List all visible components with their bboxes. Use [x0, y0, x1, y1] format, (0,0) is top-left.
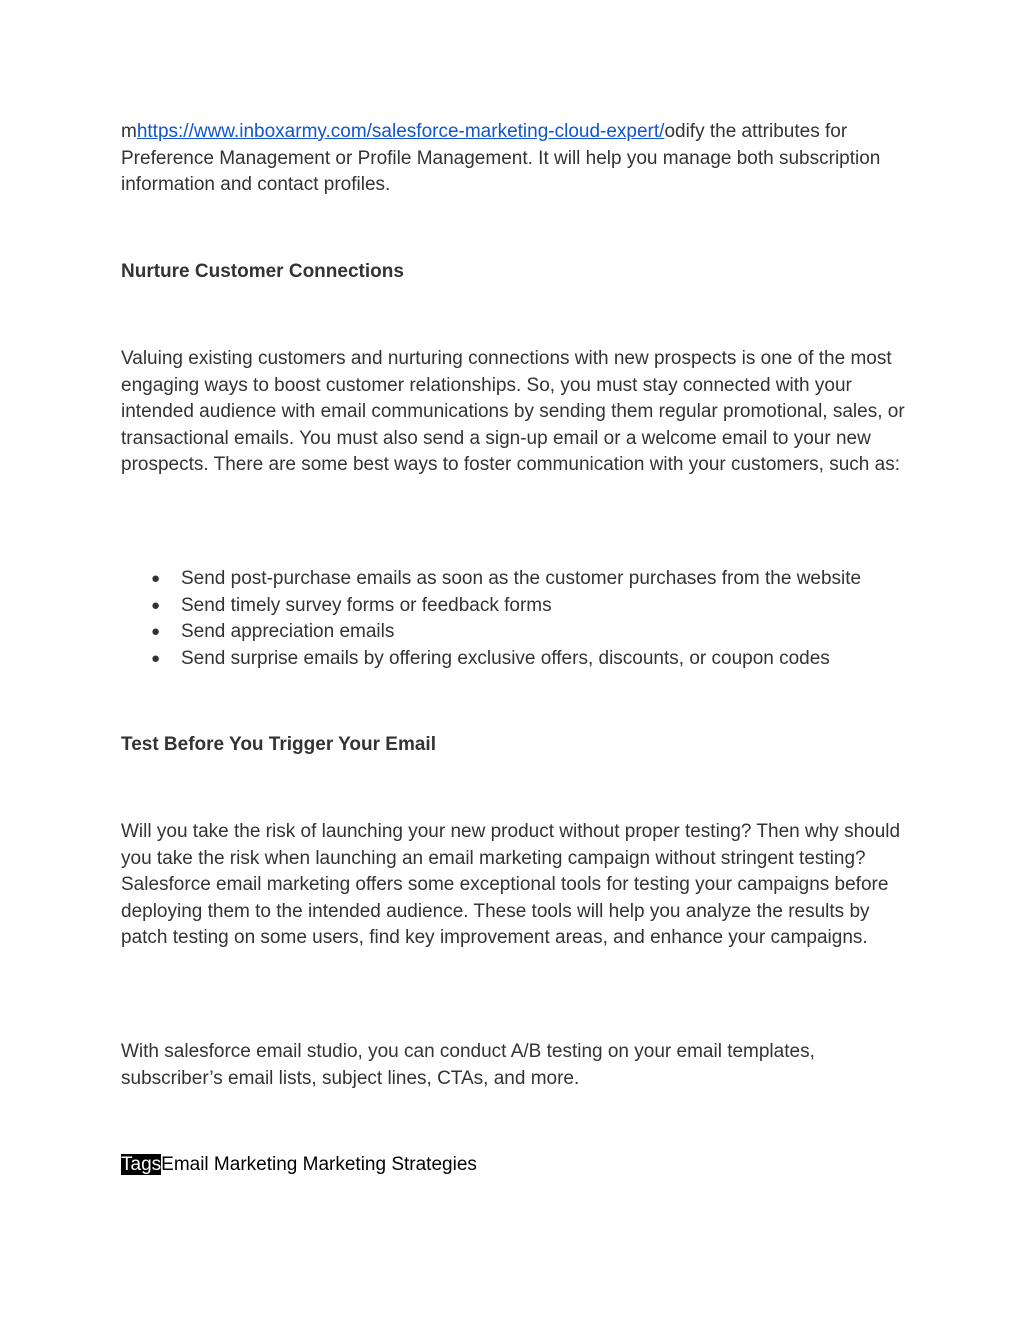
- list-item: [121, 646, 921, 673]
- bullet-icon: ●: [151, 570, 161, 587]
- inboxarmy-link[interactable]: https://www.inboxarmy.com/salesforce-marketing-cloud-expert/: [136, 121, 665, 142]
- list-item-text: Send appreciation emails: [181, 621, 395, 643]
- list-item-text: Send surprise emails by offering exclusive offers, discounts, or coupon codes: [181, 647, 830, 669]
- tags-row: [121, 1152, 911, 1179]
- nurture-bullet-list: [121, 566, 921, 672]
- nurture-paragraph: Valuing existing customers and nurturing connections with new prospects is one of the most engaging ways to boost customer relationships. So, you must stay connected with your intended audience with email communications by sending them regular promotional, sales, or transactional emails. You must also send a sign-up email or a welcome email to your new prospects. There are some best ways to foster communication with your customers, such as:: [121, 348, 905, 476]
- list-item: [121, 593, 921, 620]
- testing-paragraph: Will you take the risk of launching your new product without proper testing? Then why should you take the risk when launching an email marketing campaign without stringent testing? Salesforce email marketing offers some exceptional tools for testing your campaigns before deploying them to the intended audience. These tools will help you analyze the results by patch testing on some users, find key improvement areas, and enhance your campaigns.: [121, 821, 901, 949]
- heading-test-before-trigger: Test Before You Trigger Your Email: [121, 734, 436, 755]
- bullet-icon: ●: [151, 623, 161, 641]
- list-item-text: Send post-purchase emails as soon as the customer purchases from the website: [181, 568, 862, 589]
- tag-marketing-strategies[interactable]: Marketing Strategies: [302, 1154, 477, 1175]
- list-item-text: Send timely survey forms or feedback forms: [181, 594, 552, 616]
- email-studio-paragraph: With salesforce email studio, you can conduct A/B testing on your email templates, subscriber’s email lists, subject lines, CTAs, and more.: [121, 1041, 815, 1089]
- list-item: [121, 619, 921, 646]
- bullet-icon: ●: [151, 596, 161, 614]
- bullet-icon: ●: [151, 649, 161, 667]
- intro-paragraph: [121, 119, 911, 199]
- list-item: [121, 566, 921, 593]
- tag-email-marketing[interactable]: Email Marketing: [161, 1154, 298, 1175]
- intro-prefix: m: [121, 121, 137, 142]
- intro-suffix: odify the attributes for Preference Management or Profile Management. It will help you manage both subscription information and contact profiles.: [121, 121, 881, 196]
- heading-nurture-customer-connections: Nurture Customer Connections: [121, 261, 404, 282]
- tags-label: Tags: [121, 1154, 162, 1175]
